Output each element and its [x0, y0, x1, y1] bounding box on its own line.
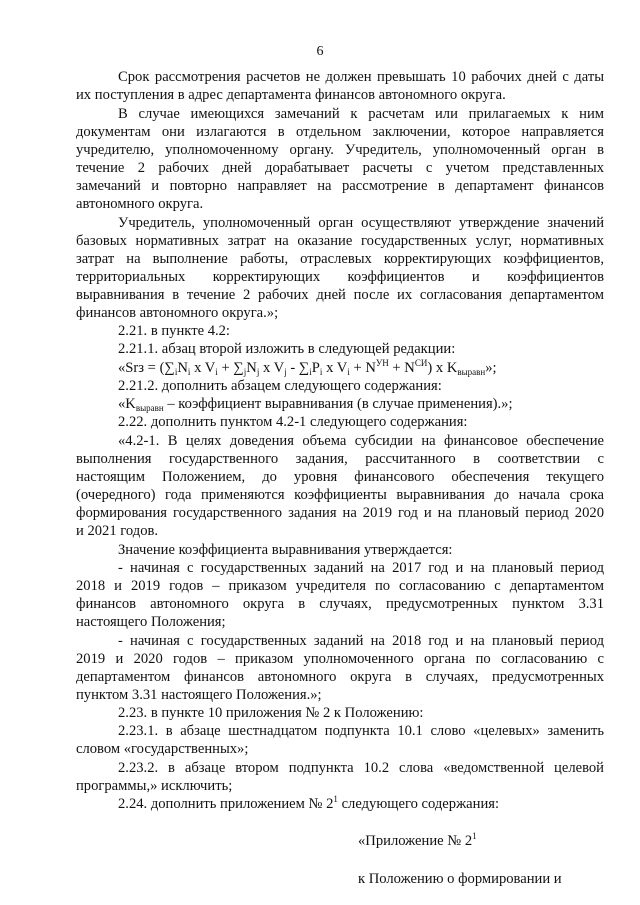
text-line: настоящего Положения; [76, 614, 226, 630]
text-line: замечаний и повторно направляет на рассмотрение в департамент финансов [76, 178, 604, 194]
text-line: формирования государственного задания на 2019 год и на плановый период 2020 [76, 505, 604, 521]
page-number: 6 [316, 44, 324, 59]
text-line: Учредитель, уполномоченный орган осуществляют утверждение значений [118, 215, 604, 231]
text-line: 2019 и 2020 годов – приказом уполномоченного органа по согласованию с [76, 651, 604, 667]
text-line: учредителю, уполномоченному органу. Учредитель, уполномоченный орган в [76, 142, 604, 158]
text-line: 2.22. дополнить пунктом 4.2-1 следующего содержания: [118, 414, 468, 430]
text-line: течение 2 рабочих дней дорабатывает расчеты с учетом представленных [76, 160, 604, 176]
text-line: выравнивания в течение 2 рабочих дней после их согласования департаментом [76, 287, 604, 303]
text-line: словом «государственных»; [76, 741, 249, 757]
appendix-subtitle: к Положению о формировании и [358, 871, 562, 887]
text-line: 2.23.2. в абзаце втором подпункта 10.2 слова «ведомственной целевой [118, 760, 604, 776]
text-line: Срок рассмотрения расчетов не должен превышать 10 рабочих дней с даты [118, 69, 604, 85]
text-line: «4.2-1. В целях доведения объема субсидии на финансовое обеспечение [118, 433, 604, 449]
text-line: их поступления в адрес департамента финансов автономного округа. [76, 87, 506, 103]
formula-line: «Srз = ($\sum_iN_i$ x $V_i + \sum_jN_j$ x $V_j - \sum_iP_i$ x $V_i + N^{УН} + N^{СИ}$) x $K_{выравн}$»; [118, 358, 497, 377]
text-line: 2.21.1. абзац второй изложить в следующей редакции: [118, 341, 456, 357]
text-line: и 2021 годов. [76, 523, 159, 539]
text-line: 2.23.1. в абзаце шестнадцатом подпункта 10.1 слово «целевых» заменить [118, 723, 604, 739]
text-line: затрат на выполнение работы, отраслевых корректирующих коэффициентов, [76, 251, 604, 267]
text-line: автономного округа. [76, 196, 204, 212]
text-line: документам они излагаются в отдельном заключении, которое направляется [76, 124, 604, 140]
text-line: - начиная с государственных заданий на 2018 год и на плановый период [118, 633, 604, 649]
text-line: (очередного) года применяются коэффициенты выравнивания до начала срока [76, 487, 604, 503]
text-line: Значение коэффициента выравнивания утверждается: [118, 542, 453, 558]
text-line: территориальных корректирующих коэффициентов и коэффициентов [76, 269, 604, 285]
text-line: - начиная с государственных заданий на 2017 год и на плановый период [118, 560, 604, 576]
text-line: финансов автономного округа.»; [76, 305, 279, 321]
k-definition-line: «$K_{выравн}$ – коэффициент выравнивания (в случае применения).»; [118, 396, 513, 413]
text-line: пунктом 3.31 настоящего Положения.»; [76, 687, 322, 703]
text-line: 2.23. в пункте 10 приложения № 2 к Положению: [118, 705, 424, 721]
text-line: базовых нормативных затрат на оказание государственных услуг, нормативных [76, 233, 604, 249]
appendix-title: «Приложение № $2^1$ [358, 831, 477, 849]
text-line: 2.24. дополнить приложением № $2^1$ следующего содержания: [118, 794, 500, 812]
text-line: В случае имеющихся замечаний к расчетам или прилагаемых к ним [118, 106, 604, 122]
text-line: 2018 и 2019 годов – приказом учредителя по согласованию с департаментом [76, 578, 604, 594]
text-line: финансов автономного округа в случаях, предусмотренных пунктом 3.31 [76, 596, 604, 612]
text-line: выполнения государственного задания, рассчитанного в соответствии с [76, 451, 604, 467]
text-line: 2.21.2. дополнить абзацем следующего содержания: [118, 378, 442, 394]
text-line: программы,» исключить; [76, 778, 233, 794]
text-line: настоящим Положением, до уровня финансового обеспечения текущего [76, 469, 604, 485]
text-line: 2.21. в пункте 4.2: [118, 323, 230, 339]
text-line: департаментом финансов автономного округа в случаях, предусмотренных [76, 669, 604, 685]
